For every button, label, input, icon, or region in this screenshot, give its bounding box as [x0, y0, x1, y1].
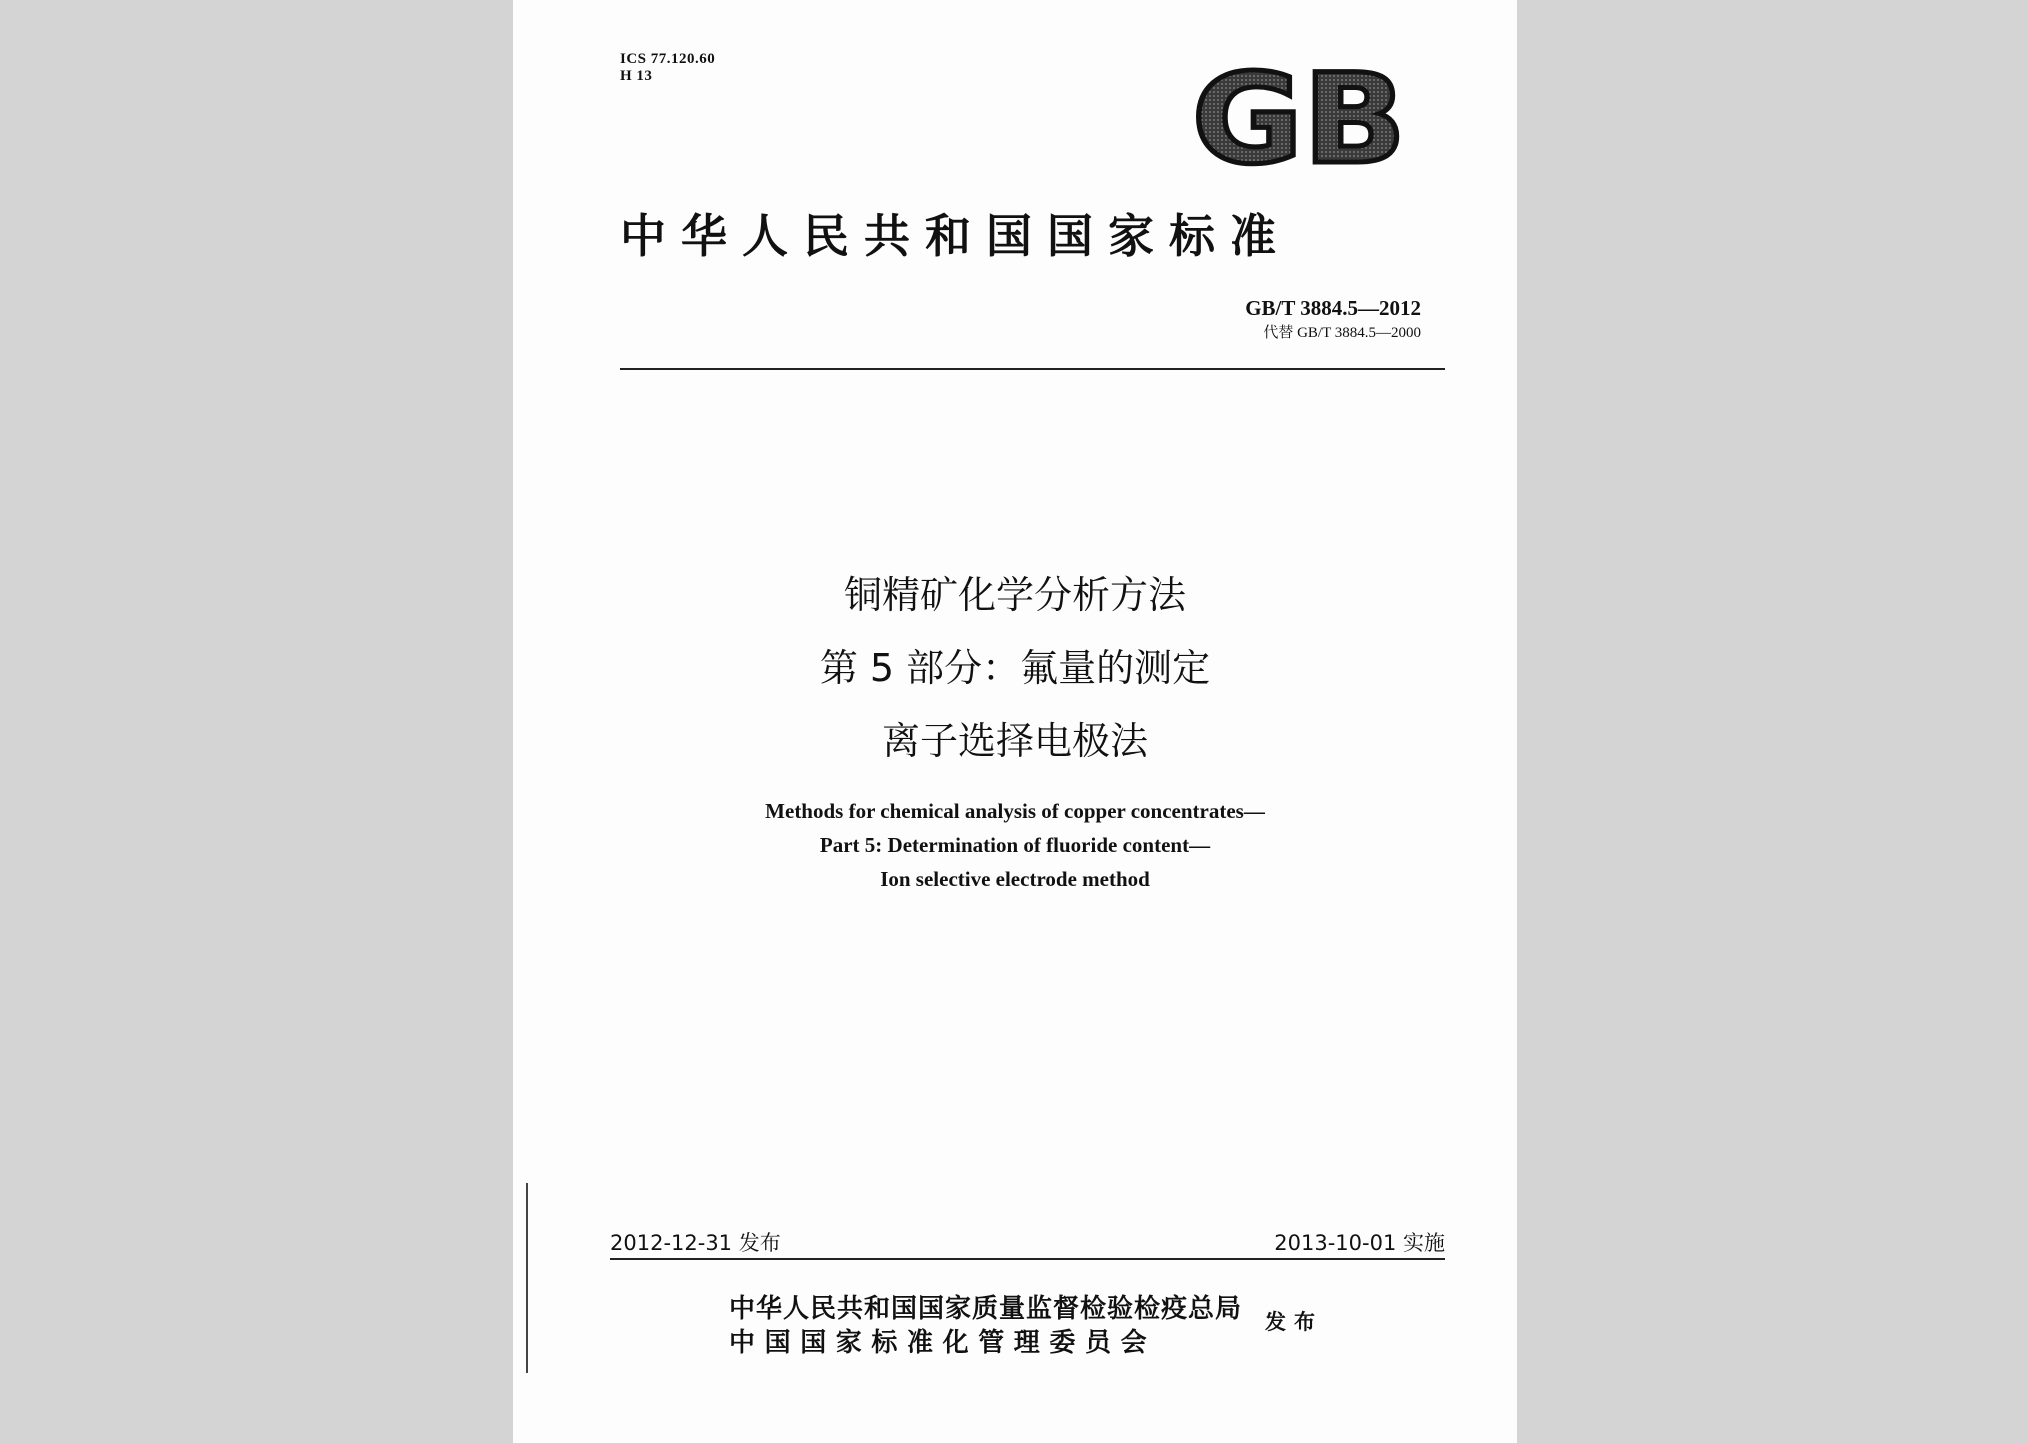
standard-cover-page: [513, 0, 1517, 1443]
national-standard-title: 中华人民共和国国家标准: [620, 209, 1291, 263]
gb-logo-icon: [1188, 58, 1410, 172]
title-cn-line1: 铜精矿化学分析方法: [843, 573, 1186, 617]
scan-edge-line: [526, 1183, 528, 1373]
ccs-code: H 13: [620, 68, 653, 84]
issue-date: 2012-12-31 发布: [610, 1231, 781, 1255]
title-cn-line2: 第 5 部分：氟量的测定: [819, 646, 1211, 690]
title-en-line1: Methods for chemical analysis of copper concentrates—: [765, 799, 1265, 823]
footer-divider: [610, 1258, 1445, 1260]
title-en-line3: Ion selective electrode method: [880, 867, 1150, 891]
standard-number: GB/T 3884.5—2012: [1245, 296, 1421, 320]
implementation-date: 2013-10-01 实施: [1274, 1231, 1445, 1255]
ics-code: ICS 77.120.60: [620, 51, 716, 67]
issuer-aqsiq: 中华人民共和国国家质量监督检验检疫总局: [729, 1294, 1243, 1324]
replaced-standard: 代替 GB/T 3884.5—2000: [1263, 325, 1421, 341]
title-cn-line3: 离子选择电极法: [881, 719, 1148, 763]
logo-text: GB: [1192, 58, 1406, 172]
publish-label: 发布: [1265, 1310, 1323, 1334]
classification-codes: [620, 51, 715, 85]
header-divider: [620, 368, 1445, 370]
issuer-sac: 中国国家标准化管理委员会: [729, 1328, 1157, 1358]
title-en-line2: Part 5: Determination of fluoride content—: [819, 833, 1211, 857]
